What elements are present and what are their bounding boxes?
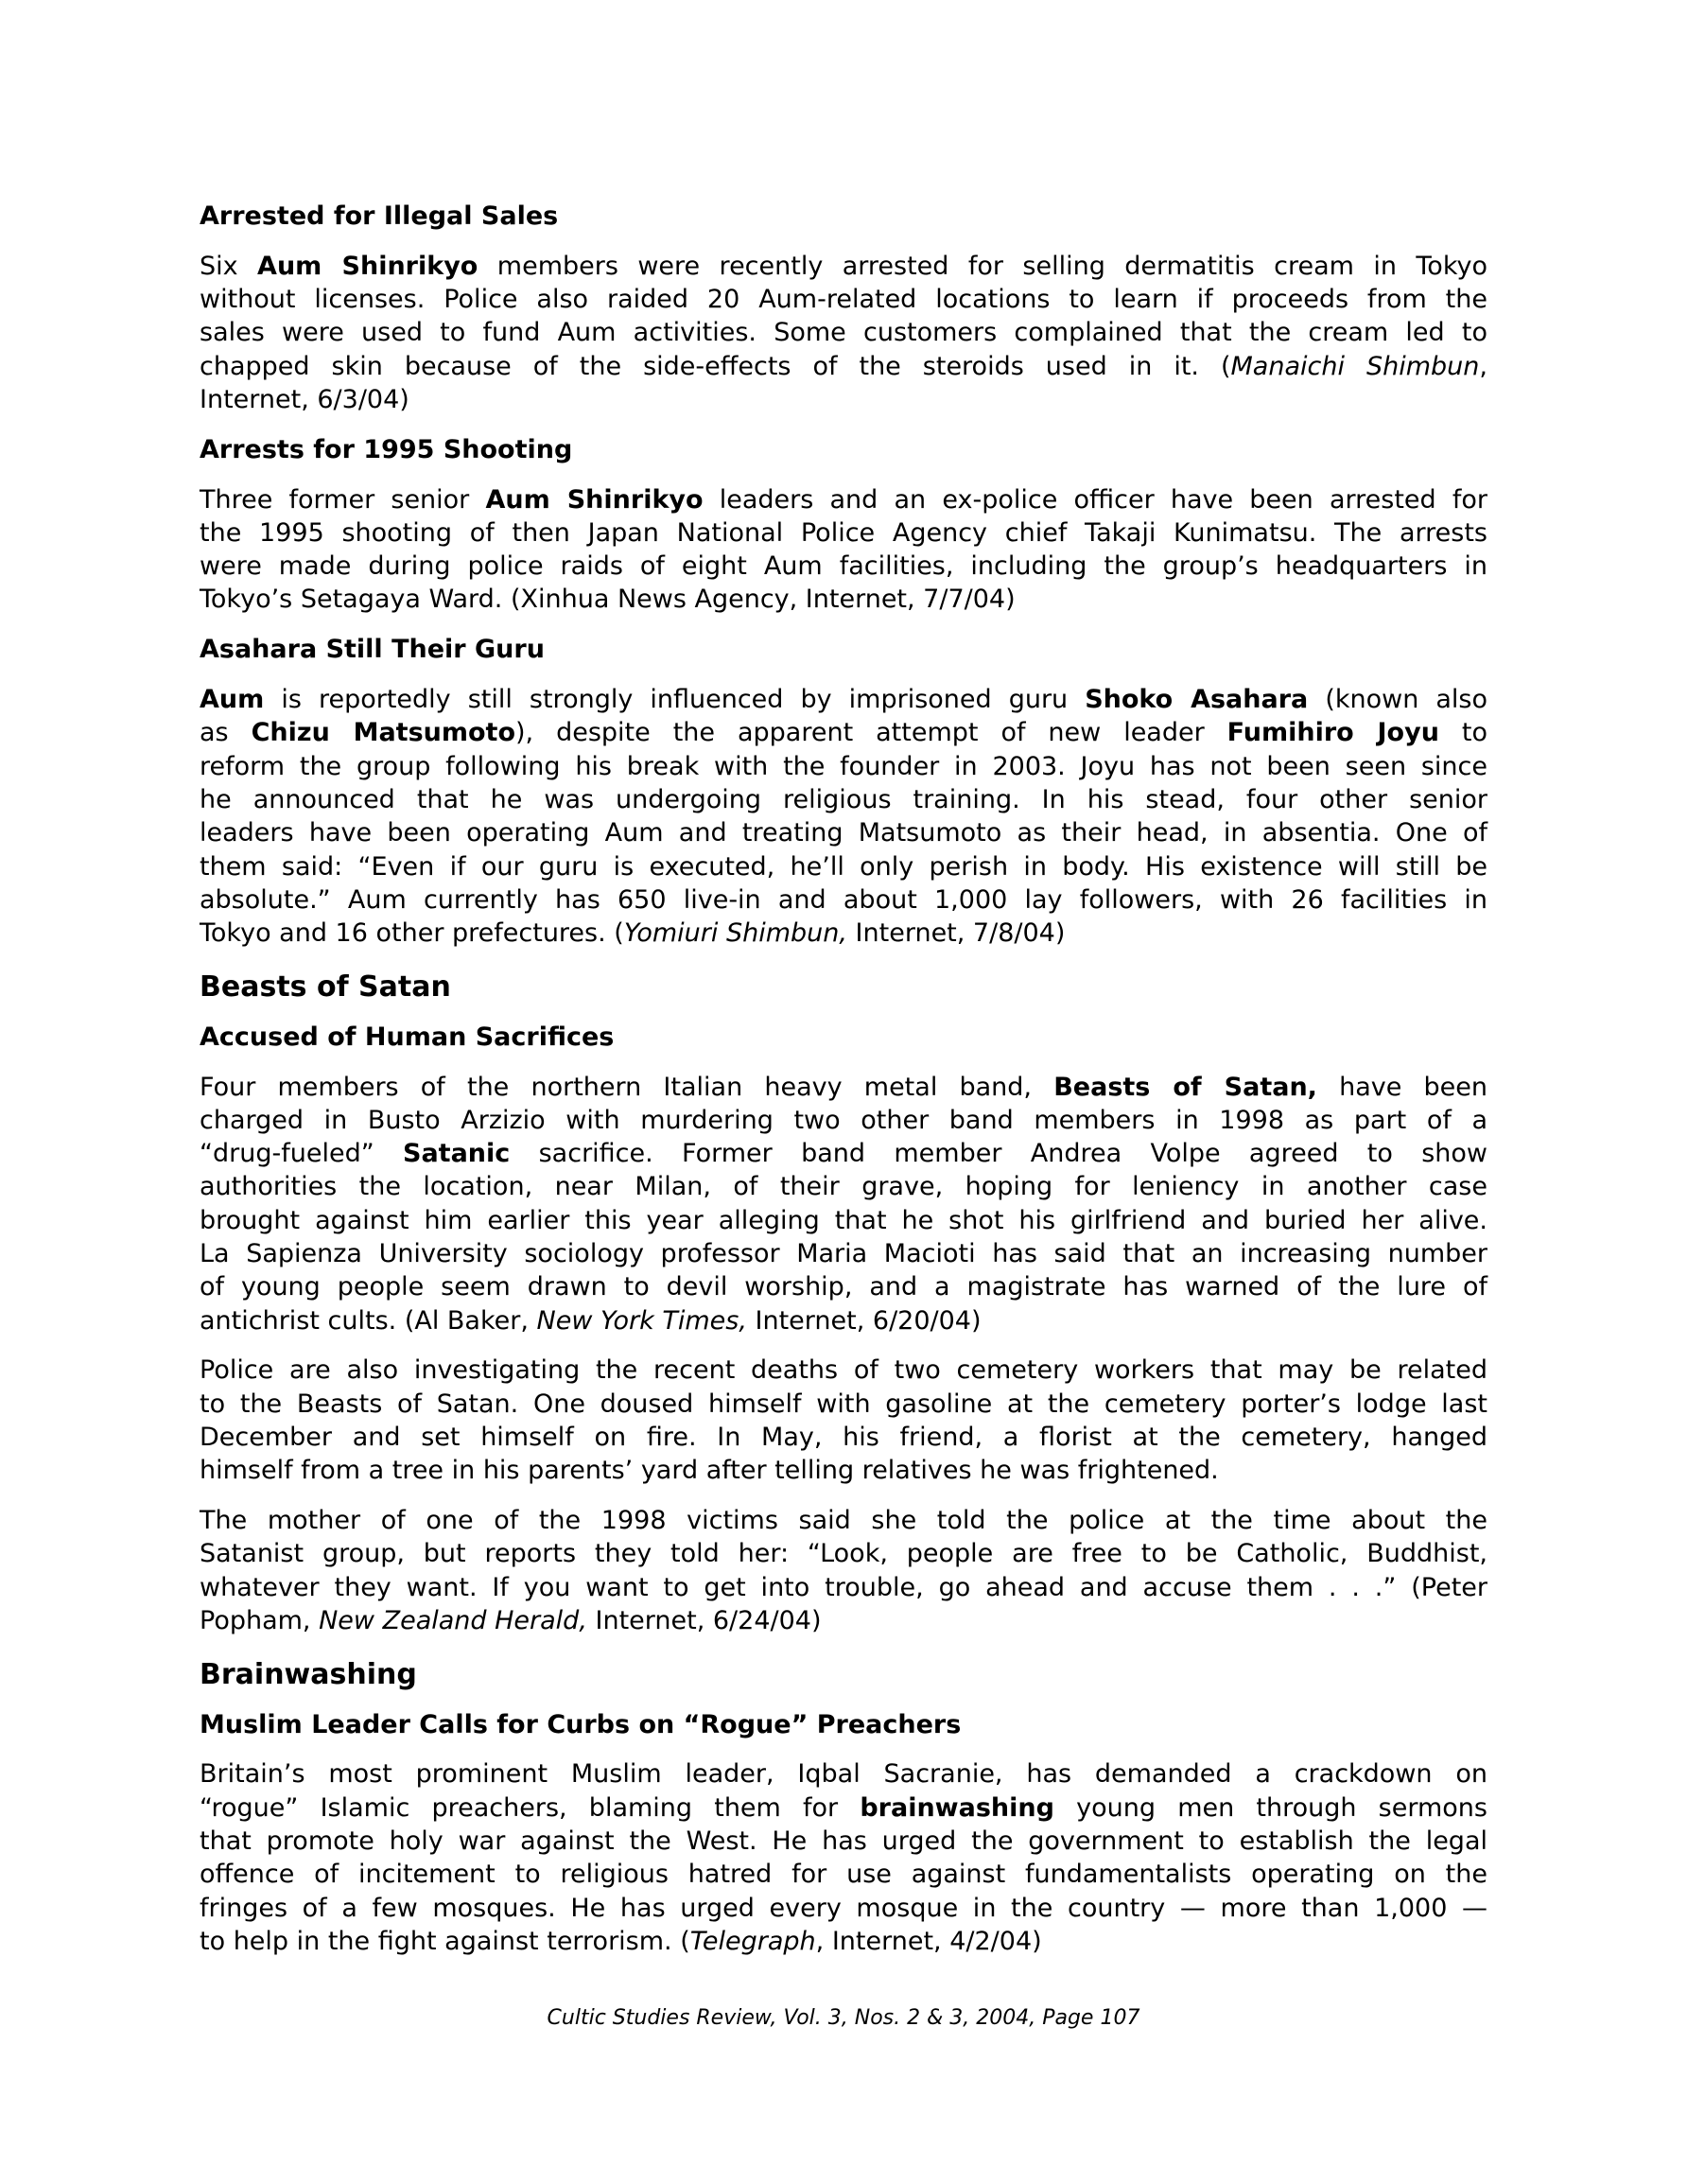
bold-term: Fumihiro Joyu bbox=[1226, 718, 1439, 748]
text-run: chapped skin because of the side-effects of the steroids used in it. ( bbox=[200, 351, 1231, 381]
text-line bbox=[200, 1170, 1487, 1203]
text-line bbox=[200, 716, 1487, 749]
text-line bbox=[200, 1354, 1487, 1387]
text-run: Police are also investigating the recent deaths of two cemetery workers that may be related bbox=[200, 1355, 1487, 1386]
text-line bbox=[200, 683, 1487, 716]
text-run: Internet, 6/24/04) bbox=[586, 1605, 822, 1635]
text-line bbox=[200, 1757, 1487, 1791]
text-run: he announced that he was undergoing religious training. In his stead, four other senior bbox=[200, 784, 1487, 814]
paragraph bbox=[200, 250, 1487, 416]
text-line bbox=[200, 1237, 1487, 1270]
article-heading: Muslim Leader Calls for Curbs on “Rogue” Preachers bbox=[200, 1709, 962, 1739]
text-run: “rogue” Islamic preachers, blaming them for bbox=[200, 1792, 861, 1823]
text-run: Tokyo and 16 other prefectures. ( bbox=[200, 918, 624, 949]
bold-term: brainwashing bbox=[860, 1792, 1054, 1823]
text-line bbox=[200, 1071, 1487, 1104]
text-run: Tokyo’s Setagaya Ward. (Xinhua News Agency, Internet, 7/7/04) bbox=[200, 585, 1016, 615]
text-line bbox=[200, 1791, 1487, 1825]
text-run: as bbox=[200, 718, 252, 748]
text-run: fringes of a few mosques. He has urged every mosque in the country — more than 1,000 — bbox=[200, 1893, 1487, 1923]
text-line bbox=[200, 1104, 1487, 1137]
text-run: whatever they want. If you want to get into trouble, go ahead and accuse them . . .” (Peter bbox=[200, 1572, 1487, 1602]
text-run: of young people seem drawn to devil worship, and a magistrate has warned of the lure of bbox=[200, 1272, 1487, 1302]
text-line bbox=[200, 1270, 1487, 1303]
text-run: reform the group following his break with the founder in 2003. Joyu has not been seen since bbox=[200, 751, 1487, 781]
text-run: leaders and an ex-police officer have been arrested for bbox=[703, 484, 1487, 515]
text-run: “drug-fueled” bbox=[200, 1139, 404, 1169]
text-line bbox=[200, 1537, 1487, 1570]
text-run: brought against him earlier this year alleging that he shot his girlfriend and buried her alive. bbox=[200, 1205, 1487, 1235]
publication-name: Yomiuri Shimbun, bbox=[623, 918, 847, 949]
text-run: members were recently arrested for selling dermatitis cream in Tokyo bbox=[478, 251, 1487, 281]
text-run: Britain’s most prominent Muslim leader, Iqbal Sacranie, has demanded a crackdown on bbox=[200, 1759, 1487, 1790]
text-run: young men through sermons bbox=[1053, 1792, 1487, 1823]
text-run: December and set himself on fire. In May, his friend, a florist at the cemetery, hanged bbox=[200, 1423, 1487, 1452]
text-line bbox=[200, 1604, 1487, 1637]
paragraph bbox=[200, 683, 1487, 950]
text-line bbox=[200, 283, 1487, 316]
article-heading: Arrested for Illegal Sales bbox=[200, 201, 559, 231]
text-run: sales were used to fund Aum activities. Some customers complained that the cream led to bbox=[200, 318, 1487, 348]
text-run: (known also bbox=[1308, 685, 1488, 715]
text-run: charged in Busto Arzizio with murdering two other band members in 1998 as part of a bbox=[200, 1105, 1487, 1135]
text-line bbox=[200, 816, 1487, 849]
text-run: authorities the location, near Milan, of their grave, hoping for leniency in another case bbox=[200, 1172, 1487, 1202]
text-run: without licenses. Police also raided 20 Aum-related locations to learn if proceeds from the bbox=[200, 285, 1487, 315]
bold-term: Chizu Matsumoto bbox=[251, 718, 516, 748]
text-line bbox=[200, 316, 1487, 349]
text-line bbox=[200, 783, 1487, 816]
text-run: , bbox=[1479, 351, 1487, 381]
paragraph bbox=[200, 1354, 1487, 1487]
bold-term: Aum bbox=[200, 685, 265, 715]
text-line bbox=[200, 1571, 1487, 1604]
text-run: Three former senior bbox=[200, 484, 486, 515]
paragraph bbox=[200, 483, 1487, 617]
publication-name: Telegraph bbox=[689, 1926, 816, 1956]
text-run: Internet, 7/8/04) bbox=[846, 918, 1066, 949]
text-line bbox=[200, 917, 1487, 950]
bold-term: Aum Shinrikyo bbox=[485, 484, 704, 515]
text-line bbox=[200, 750, 1487, 783]
text-line bbox=[200, 1204, 1487, 1237]
text-run: Internet, 6/20/04) bbox=[746, 1305, 982, 1336]
text-line bbox=[200, 516, 1487, 550]
text-line bbox=[200, 550, 1487, 583]
bold-term: Aum Shinrikyo bbox=[257, 251, 478, 281]
text-run: Satanist group, but reports they told her: “Look, people are free to be Catholic, Buddhist, bbox=[200, 1539, 1487, 1569]
text-line bbox=[200, 1388, 1487, 1421]
text-line bbox=[200, 383, 1487, 416]
text-line bbox=[200, 483, 1487, 516]
text-line bbox=[200, 850, 1487, 883]
publication-name: Manaichi Shimbun bbox=[1230, 351, 1480, 381]
text-run: Popham, bbox=[200, 1605, 320, 1635]
bold-term: Beasts of Satan, bbox=[1053, 1072, 1317, 1102]
text-run: were made during police raids of eight Aum facilities, including the group’s headquarters in bbox=[200, 551, 1487, 582]
text-run: leaders have been operating Aum and treating Matsumoto as their head, in absentia. One of bbox=[200, 818, 1487, 848]
publication-name: New York Times, bbox=[536, 1305, 747, 1336]
article-heading: Arrests for 1995 Shooting bbox=[200, 434, 573, 464]
section-heading: Brainwashing bbox=[200, 1657, 417, 1691]
text-run: is reportedly still strongly influenced by imprisoned guru bbox=[264, 685, 1086, 715]
text-line bbox=[200, 583, 1487, 616]
text-run: The mother of one of the 1998 victims said she told the police at the time about the bbox=[200, 1506, 1487, 1536]
article-heading: Accused of Human Sacrifices bbox=[200, 1022, 615, 1052]
paragraph bbox=[200, 1504, 1487, 1637]
text-line bbox=[200, 1421, 1487, 1454]
text-run: sacrifice. Former band member Andrea Volpe agreed to show bbox=[510, 1139, 1487, 1169]
text-line bbox=[200, 250, 1487, 283]
page-body bbox=[200, 200, 1487, 1958]
text-line bbox=[200, 883, 1487, 917]
text-line bbox=[200, 1137, 1487, 1170]
publication-name: New Zealand Herald, bbox=[319, 1605, 587, 1635]
text-line bbox=[200, 1454, 1487, 1487]
text-line bbox=[200, 1858, 1487, 1891]
text-run: La Sapienza University sociology professor Maria Macioti has said that an increasing number bbox=[200, 1239, 1487, 1269]
paragraph bbox=[200, 1757, 1487, 1958]
text-run: to bbox=[1438, 718, 1487, 748]
text-run: ), despite the apparent attempt of new leader bbox=[515, 718, 1227, 748]
text-line bbox=[200, 1304, 1487, 1337]
bold-term: Shoko Asahara bbox=[1085, 685, 1309, 715]
page-footer: Cultic Studies Review, Vol. 3, Nos. 2 & 3, 2004, Page 107 bbox=[547, 2006, 1140, 2030]
text-run: the 1995 shooting of then Japan National Police Agency chief Takaji Kunimatsu. The arrests bbox=[200, 517, 1487, 548]
text-run: antichrist cults. (Al Baker, bbox=[200, 1305, 537, 1336]
text-run: them said: “Even if our guru is executed, he’ll only perish in body. His existence will still be bbox=[200, 851, 1487, 882]
text-run: to help in the fight against terrorism. ( bbox=[200, 1926, 690, 1956]
text-run: , Internet, 4/2/04) bbox=[815, 1926, 1042, 1956]
text-line bbox=[200, 1825, 1487, 1858]
text-run: absolute.” Aum currently has 650 live-in and about 1,000 lay followers, with 26 facilities in bbox=[200, 884, 1487, 915]
text-line bbox=[200, 1504, 1487, 1537]
text-run: Internet, 6/3/04) bbox=[200, 384, 409, 414]
paragraph bbox=[200, 1071, 1487, 1337]
bold-term: Satanic bbox=[403, 1139, 511, 1169]
text-run: offence of incitement to religious hatred for use against fundamentalists operating on the bbox=[200, 1860, 1487, 1890]
text-run: Four members of the northern Italian heavy metal band, bbox=[200, 1072, 1054, 1102]
text-run: have been bbox=[1316, 1072, 1487, 1102]
text-line bbox=[200, 1892, 1487, 1925]
text-run: that promote holy war against the West. He has urged the government to establish the legal bbox=[200, 1826, 1487, 1856]
text-run: Six bbox=[200, 251, 258, 281]
text-run: himself from a tree in his parents’ yard after telling relatives he was frightened. bbox=[200, 1456, 1219, 1486]
article-heading: Asahara Still Their Guru bbox=[200, 635, 545, 665]
text-line bbox=[200, 1925, 1487, 1958]
text-run: to the Beasts of Satan. One doused himself with gasoline at the cemetery porter’s lodge last bbox=[200, 1389, 1487, 1419]
section-heading: Beasts of Satan bbox=[200, 970, 451, 1004]
text-line bbox=[200, 350, 1487, 383]
